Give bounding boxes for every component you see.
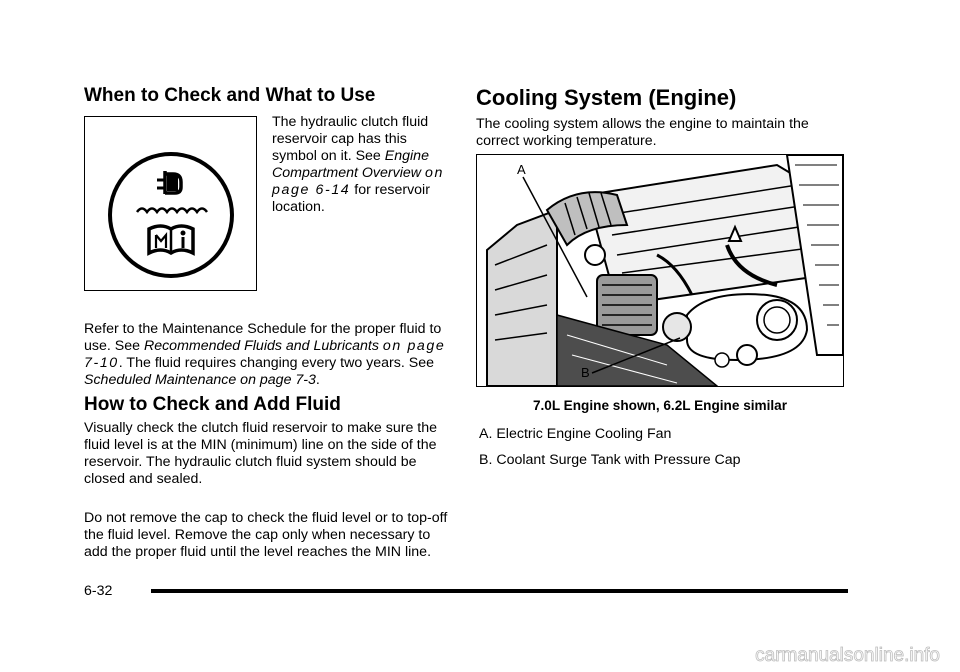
watermark-text: carmanualsonline.info [755, 646, 940, 666]
footer-rule [151, 589, 848, 593]
cap-paragraph: Do not remove the cap to check the fluid level or to top-off the fluid level. Remove the cap only when necessary to add the proper fluid until the level reaches the MIN line. [84, 510, 448, 560]
right-column [476, 84, 848, 468]
check-paragraph: Visually check the clutch fluid reservoir to make sure the fluid level is at the MIN (minimum) line on the side of the reservoir. The hydraulic clutch fluid system should be closed and sealed. [84, 420, 438, 487]
para1-text-1: Refer to the Maintenance Schedule for the proper fluid to use. See [84, 321, 442, 354]
ref-engine-compartment-page[interactable]: on page 6-14 [272, 165, 444, 198]
ref-engine-compartment[interactable]: Engine Compartment Overview [272, 148, 429, 181]
engine-illustration-box [476, 154, 844, 387]
heading-how-to-check: How to Check and Add Fluid [84, 394, 341, 415]
page-number: 6-32 [84, 583, 113, 599]
ref-recommended-fluids[interactable]: Recommended Fluids and Lubricants [143, 338, 379, 354]
clutch-fluid-symbol-icon [85, 117, 255, 289]
symbol-text-1: The hydraulic clutch fluid reservoir cap has this symbol on it. See [272, 114, 429, 164]
cooling-intro: The cooling system allows the engine to maintain the correct working temperature. [476, 116, 809, 149]
left-column [84, 84, 454, 560]
heading-when-to-check: When to Check and What to Use [84, 85, 376, 106]
symbol-text-2: for reservoir location. [272, 182, 430, 215]
callout-b: B [581, 365, 590, 380]
illustration-caption: 7.0L Engine shown, 6.2L Engine similar [532, 398, 788, 413]
callout-a: A [517, 162, 526, 177]
engine-illustration [477, 155, 843, 386]
clutch-fluid-symbol-box [84, 116, 257, 291]
callout-legend [476, 426, 848, 478]
para1-text-2: . The fluid requires changing every two years. See [118, 355, 434, 371]
legend-item-b: B. Coolant Surge Tank with Pressure Cap [479, 452, 741, 468]
watermark [0, 646, 950, 666]
ref-scheduled-maintenance[interactable]: Scheduled Maintenance on page 7-3 [84, 372, 316, 388]
heading-cooling-system: Cooling System (Engine) [476, 85, 737, 110]
fluid-paragraph [84, 321, 454, 389]
ref-recommended-fluids-page[interactable]: on page 7-10 [84, 338, 446, 371]
legend-item-a: A. Electric Engine Cooling Fan [479, 426, 672, 442]
symbol-description [272, 114, 454, 216]
para1-text-3: . [315, 372, 320, 388]
